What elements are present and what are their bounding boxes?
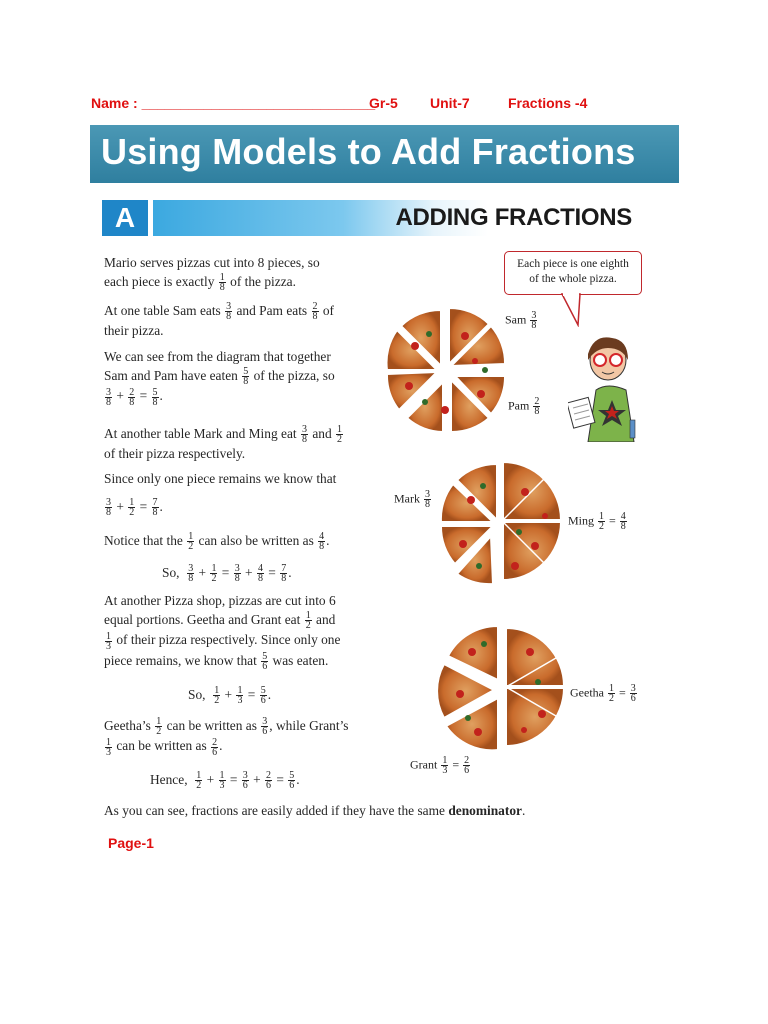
section-title: ADDING FRACTIONS: [395, 204, 632, 231]
label-pam: Pam $\frac{2}{8}$: [508, 396, 540, 417]
equation-mark-ming: $\frac{3}{8}$ + $\frac{1}{2}$ = $\frac{7}{8}$ .: [106, 497, 163, 519]
page-title: Using Models to Add Fractions: [101, 131, 636, 172]
paragraph-2: At one table Sam eats $\frac{3}{8}$ and Pam eats $\frac{2}{8}$ of their pizza.: [104, 301, 335, 339]
paragraph-5: Since only one piece remains we know that: [104, 471, 337, 486]
grade-label: Gr-5: [369, 95, 398, 111]
paragraph-1: Mario serves pizzas cut into 8 pieces, so each piece is exactly $\frac{1}{8}$ of the pizza.: [104, 255, 320, 294]
title-banner: [90, 125, 679, 183]
paragraph-8: Geetha’s $\frac{1}{2}$ can be written as $\frac{3}{6}$ , while Grant’s $\frac{1}{3}$ can be written as $\frac{2}{6}$ .: [104, 716, 349, 758]
pizza-mark-ming: [435, 456, 565, 584]
name-field-label: Name : ______________________________: [91, 95, 376, 111]
label-grant: Grant $\frac{1}{3}$ = $\frac{2}{6}$: [410, 755, 470, 776]
paragraph-3: We can see from the diagram that together Sam and Pam have eaten $\frac{5}{8}$ of the pizza, so $\frac{3}{8}$ + $\frac{2}{8}$ = $\frac{5}{8}$ .: [104, 349, 335, 408]
teacher-illustration: [568, 330, 648, 442]
paragraph-6: Notice that the $\frac{1}{2}$ can also be written as $\frac{4}{8}$ .: [104, 531, 330, 553]
label-mark: Mark $\frac{3}{8}$: [394, 489, 430, 510]
paragraph-9: As you can see, fractions are easily added if they have the same denominator.: [104, 803, 526, 818]
label-sam: Sam $\frac{3}{8}$: [505, 310, 537, 331]
equation-so-2: So, $\frac{1}{2}$ + $\frac{1}{3}$ = $\frac{5}{6}$ .: [188, 685, 272, 707]
equation-hence: Hence, $\frac{1}{2}$ + $\frac{1}{3}$ = $\frac{3}{6}$ + $\frac{2}{6}$ = $\frac{5}{6}$ .: [150, 770, 300, 792]
section-letter: A: [102, 200, 148, 236]
label-geetha: Geetha $\frac{1}{2}$ = $\frac{3}{6}$: [570, 683, 636, 704]
page-number: Page-1: [108, 835, 154, 851]
paragraph-4: At another table Mark and Ming eat $\frac{3}{8}$ and $\frac{1}{2}$ of their pizza respectively.: [104, 424, 343, 462]
section-banner: [102, 200, 638, 236]
speech-bubble: Each piece is one eighth of the whole pizza.: [504, 251, 642, 295]
paragraph-7: At another Pizza shop, pizzas are cut into 6 equal portions. Geetha and Grant eat $\frac{1}{2}$ and $\frac{1}{3}$ of their pizza respectively. Since only one piece remains, we know that $\frac{5}{6}$ was eaten.: [104, 593, 341, 673]
pizza-geetha-grant: [438, 622, 568, 750]
unit-label: Unit-7: [430, 95, 470, 111]
pizza-sam-pam: [385, 306, 507, 432]
label-ming: Ming $\frac{1}{2}$ = $\frac{4}{8}$: [568, 511, 626, 532]
speech-bubble-tail: [560, 293, 590, 327]
equation-so-1: So, $\frac{3}{8}$ + $\frac{1}{2}$ = $\frac{3}{8}$ + $\frac{4}{8}$ = $\frac{7}{8}$ .: [162, 563, 292, 585]
topic-label: Fractions -4: [508, 95, 588, 111]
